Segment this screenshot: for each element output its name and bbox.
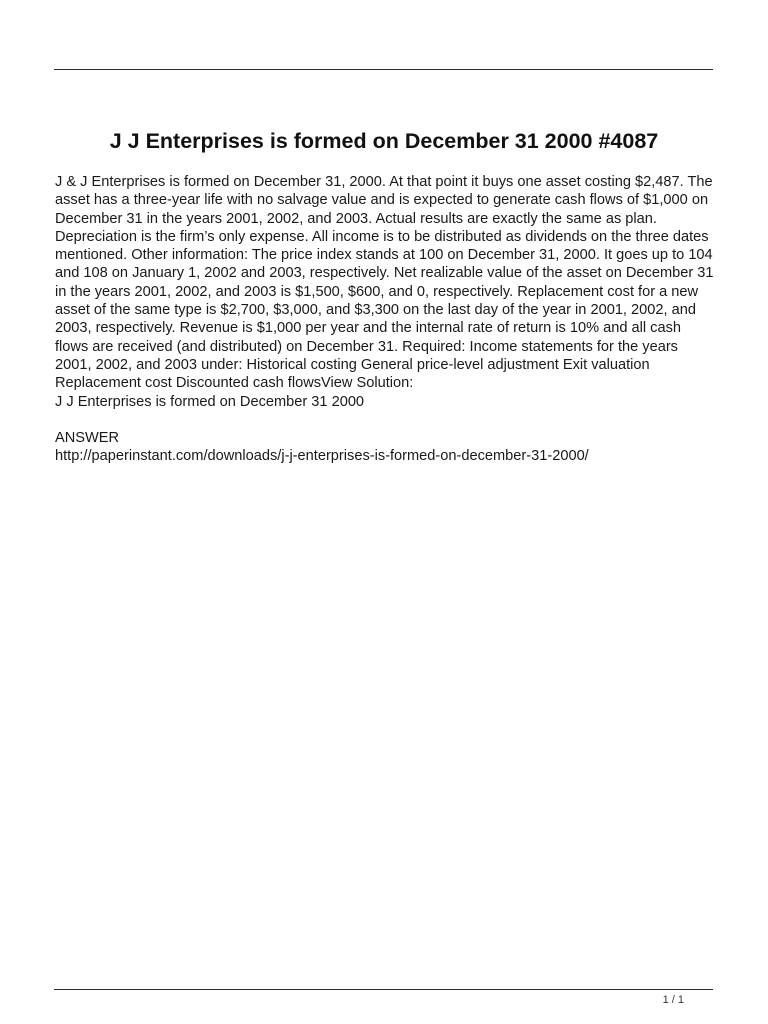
subtitle-line: J J Enterprises is formed on December 31 2000 — [55, 393, 365, 410]
document-content — [55, 173, 715, 466]
answer-label: ANSWER — [55, 430, 120, 447]
spacer — [55, 411, 715, 429]
page-number: 1 / 1 — [662, 994, 684, 1006]
bottom-divider — [54, 989, 713, 990]
answer-url: http://paperinstant.com/downloads/j-j-enterprises-is-formed-on-december-31-2000/ — [55, 448, 589, 465]
document-title: J J Enterprises is formed on December 31 2000 #4087 — [109, 129, 659, 153]
top-divider — [54, 69, 713, 70]
body-paragraph: J & J Enterprises is formed on December 31, 2000. At that point it buys one asset costing $2,487. The asset has a three-year life with no salvage value and is expected to generate cash flows of $1,000 on December 31 in the years 2001, 2002, and 2003. Actual results are exactly the same as plan. Depreciation is the firm’s only expense. All income is to be distributed as dividends on the three dates mentioned. Other information: The price index stands at 100 on December 31, 2000. It goes up to 104 and 108 on January 1, 2002 and 2003, respectively. Net realizable value of the asset on December 31 in the years 2001, 2002, and 2003 is $1,500, $600, and 0, respectively. Replacement cost for a new asset of the same type is $2,700, $3,000, and $3,300 on the last day of the year in 2001, 2002, and 2003, respectively. Revenue is $1,000 per year and the internal rate of return is 10% and all cash flows are received (and distributed) on December 31. Required: Income statements for the years 2001, 2002, and 2003 under: Historical costing General price-level adjustment Exit valuation Replacement cost Discounted cash flowsView Solution: — [55, 174, 714, 392]
